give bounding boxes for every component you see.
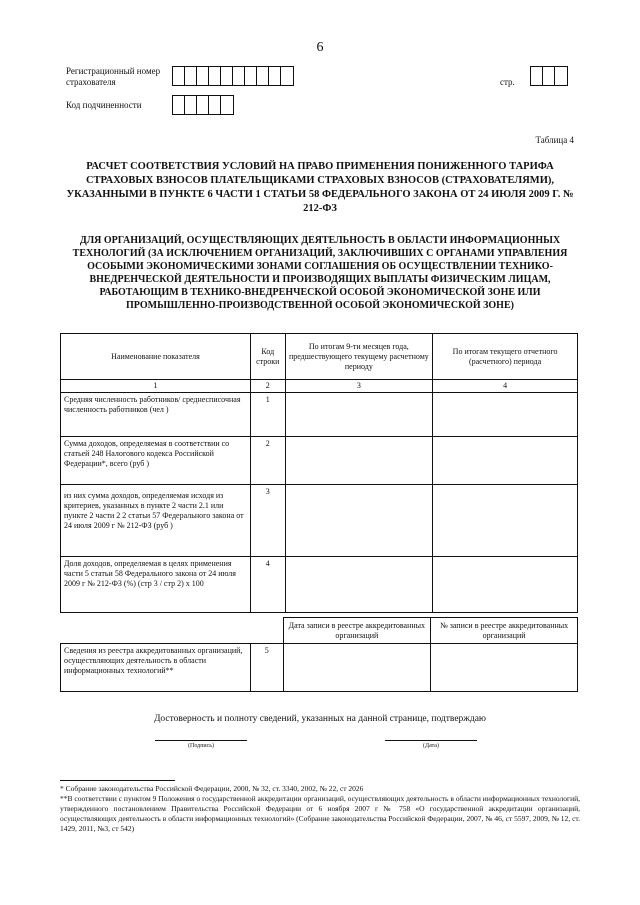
registry-table bbox=[60, 617, 578, 692]
col-number: 3 bbox=[285, 380, 433, 393]
value-current-period[interactable] bbox=[433, 485, 578, 557]
subordination-label: Код подчиненности bbox=[66, 100, 142, 110]
date-field[interactable] bbox=[385, 740, 477, 749]
row-name: Средняя численность работников/ среднесписочная численность работников (чел ) bbox=[61, 393, 251, 437]
col-number: 4 bbox=[433, 380, 578, 393]
row-code: 2 bbox=[251, 437, 286, 485]
header-prev-period: По итогам 9-ти месяцев года, предшествующего текущему расчетному периоду bbox=[285, 334, 433, 380]
row-name: Сведения из реестра аккредитованных организаций, осуществляющих деятельность в области информационных технологий** bbox=[61, 644, 251, 692]
row-code: 5 bbox=[250, 644, 283, 692]
row-name: из них сумма доходов, определяемая исходя из критериев, указанных в пункте 2 части 2.1 или пункте 2 части 2 2 статьи 57 Федерального закона от 24 июля 2009 г № 212-ФЗ (руб ) bbox=[61, 485, 251, 557]
digit-box[interactable] bbox=[269, 67, 281, 85]
table-row bbox=[61, 437, 578, 485]
digit-box[interactable] bbox=[185, 96, 197, 114]
row-code: 3 bbox=[251, 485, 286, 557]
date-label: (Дата) bbox=[423, 743, 439, 749]
digit-box[interactable] bbox=[221, 96, 233, 114]
digit-box[interactable] bbox=[543, 67, 555, 85]
digit-box[interactable] bbox=[221, 67, 233, 85]
page-number: 6 bbox=[316, 40, 324, 55]
table-row bbox=[61, 393, 578, 437]
row-code: 4 bbox=[251, 557, 286, 613]
subordination-code-input[interactable] bbox=[172, 95, 234, 115]
footnote-1: * Собрание законодательства Российской Федерации, 2000, № 32, ст. 3340, 2002, № 22, ст 2026 bbox=[60, 784, 364, 793]
table-number: Таблица 4 bbox=[535, 135, 574, 145]
value-prev-period[interactable] bbox=[285, 437, 433, 485]
digit-box[interactable] bbox=[555, 67, 567, 85]
value-prev-period[interactable] bbox=[285, 393, 433, 437]
digit-box[interactable] bbox=[209, 67, 221, 85]
value-current-period[interactable] bbox=[433, 557, 578, 613]
header-code: Код строки bbox=[251, 334, 286, 380]
value-registry-number[interactable] bbox=[431, 644, 578, 692]
confirmation-text: Достоверность и полноту сведений, указанных на данной странице, подтверждаю bbox=[153, 714, 487, 724]
table-row bbox=[61, 644, 578, 692]
digit-box[interactable] bbox=[209, 96, 221, 114]
row-name: Сумма доходов, определяемая в соответствии со статьей 248 Налогового кодекса Российской Федерации*, всего (руб ) bbox=[61, 437, 251, 485]
digit-box[interactable] bbox=[197, 96, 209, 114]
value-prev-period[interactable] bbox=[285, 557, 433, 613]
calculation-table bbox=[60, 333, 578, 613]
footnote-divider bbox=[60, 780, 175, 781]
digit-box[interactable] bbox=[257, 67, 269, 85]
value-current-period[interactable] bbox=[433, 393, 578, 437]
digit-box[interactable] bbox=[197, 67, 209, 85]
col-number: 1 bbox=[61, 380, 251, 393]
footnote-2: **В соответствии с пунктом 9 Положения о государственной аккредитации организаций, осуществляющих деятельность в области информационных технологий, утвержденного постановлением Правительства Российской Федерации от 6 ноября 2007 г № 758 «О государственной аккредитации организаций, осуществляющих деятельность в области информационных технологий» (Собрание законодательства Российской Федерации, 2007, № 46, ст 5597, 2009, № 12, ст. 1429, 2011, №3, ст 542) bbox=[60, 794, 580, 833]
value-current-period[interactable] bbox=[433, 437, 578, 485]
digit-box[interactable] bbox=[281, 67, 293, 85]
digit-box[interactable] bbox=[531, 67, 543, 85]
header-registry-date: Дата записи в реестре аккредитованных организаций bbox=[283, 618, 431, 644]
digit-box[interactable] bbox=[245, 67, 257, 85]
value-prev-period[interactable] bbox=[285, 485, 433, 557]
header-current-period: По итогам текущего отчетного (расчетного) периода bbox=[433, 334, 578, 380]
reg-number-input[interactable] bbox=[172, 66, 294, 86]
digit-box[interactable] bbox=[173, 67, 185, 85]
footnotes bbox=[60, 784, 580, 834]
signature-field[interactable] bbox=[155, 740, 247, 749]
table-row bbox=[61, 485, 578, 557]
form-title: РАСЧЕТ СООТВЕТСТВИЯ УСЛОВИЙ НА ПРАВО ПРИМЕНЕНИЯ ПОНИЖЕННОГО ТАРИФА СТРАХОВЫХ ВЗНОСОВ ПЛАТЕЛЬЩИКАМИ СТРАХОВЫХ ВЗНОСОВ (СТРАХОВАТЕЛЯМИ), УКАЗАННЫМИ В ПУНКТЕ 6 ЧАСТИ 1 СТАТЬИ 58 ФЕДЕРАЛЬНОГО ЗАКОНА ОТ 24 ИЮЛЯ 2009 Г. № 212-ФЗ bbox=[66, 161, 574, 214]
digit-box[interactable] bbox=[185, 67, 197, 85]
page-label: стр. bbox=[500, 77, 515, 87]
header-indicator: Наименование показателя bbox=[61, 334, 251, 380]
row-name: Доля доходов, определяемая в целях применения части 5 статьи 58 Федерального закона от 24 июля 2009 г № 212-ФЗ (%) (стр 3 / стр 2) х 100 bbox=[61, 557, 251, 613]
header-registry-number: № записи в реестре аккредитованных организаций bbox=[431, 618, 578, 644]
value-registry-date[interactable] bbox=[283, 644, 431, 692]
signature-label: (Подпись) bbox=[187, 743, 215, 749]
page-number-input[interactable] bbox=[530, 66, 568, 86]
reg-number-label: Регистрационный номер страхователя bbox=[66, 66, 161, 87]
digit-box[interactable] bbox=[233, 67, 245, 85]
form-subtitle: ДЛЯ ОРГАНИЗАЦИЙ, ОСУЩЕСТВЛЯЮЩИХ ДЕЯТЕЛЬНОСТЬ В ОБЛАСТИ ИНФОРМАЦИОННЫХ ТЕХНОЛОГИЙ (ЗА ИСКЛЮЧЕНИЕМ ОРГАНИЗАЦИЙ, ЗАКЛЮЧИВШИХ С ОРГАНАМИ УПРАВЛЕНИЯ ОСОБЫМИ ЭКОНОМИЧЕСКИМИ ЗОНАМИ СОГЛАШЕНИЯ ОБ ОСУЩЕСТВЛЕНИИ ТЕХНИКО-ВНЕДРЕНЧЕСКОЙ ДЕЯТЕЛЬНОСТИ И ПРОИЗВОДЯЩИХ ВЫПЛАТЫ ФИЗИЧЕСКИМ ЛИЦАМ, РАБОТАЮЩИМ В ТЕХНИКО-ВНЕДРЕНЧЕСКОЙ ОСОБОЙ ЭКОНОМИЧЕСКОЙ ЗОНЕ ИЛИ ПРОМЫШЛЕННО-ПРОИЗВОДСТВЕННОЙ ОСОБОЙ ЭКОНОМИЧЕСКОЙ ЗОНЕ) bbox=[72, 235, 568, 311]
digit-box[interactable] bbox=[173, 96, 185, 114]
row-code: 1 bbox=[251, 393, 286, 437]
table-row bbox=[61, 557, 578, 613]
col-number: 2 bbox=[251, 380, 286, 393]
